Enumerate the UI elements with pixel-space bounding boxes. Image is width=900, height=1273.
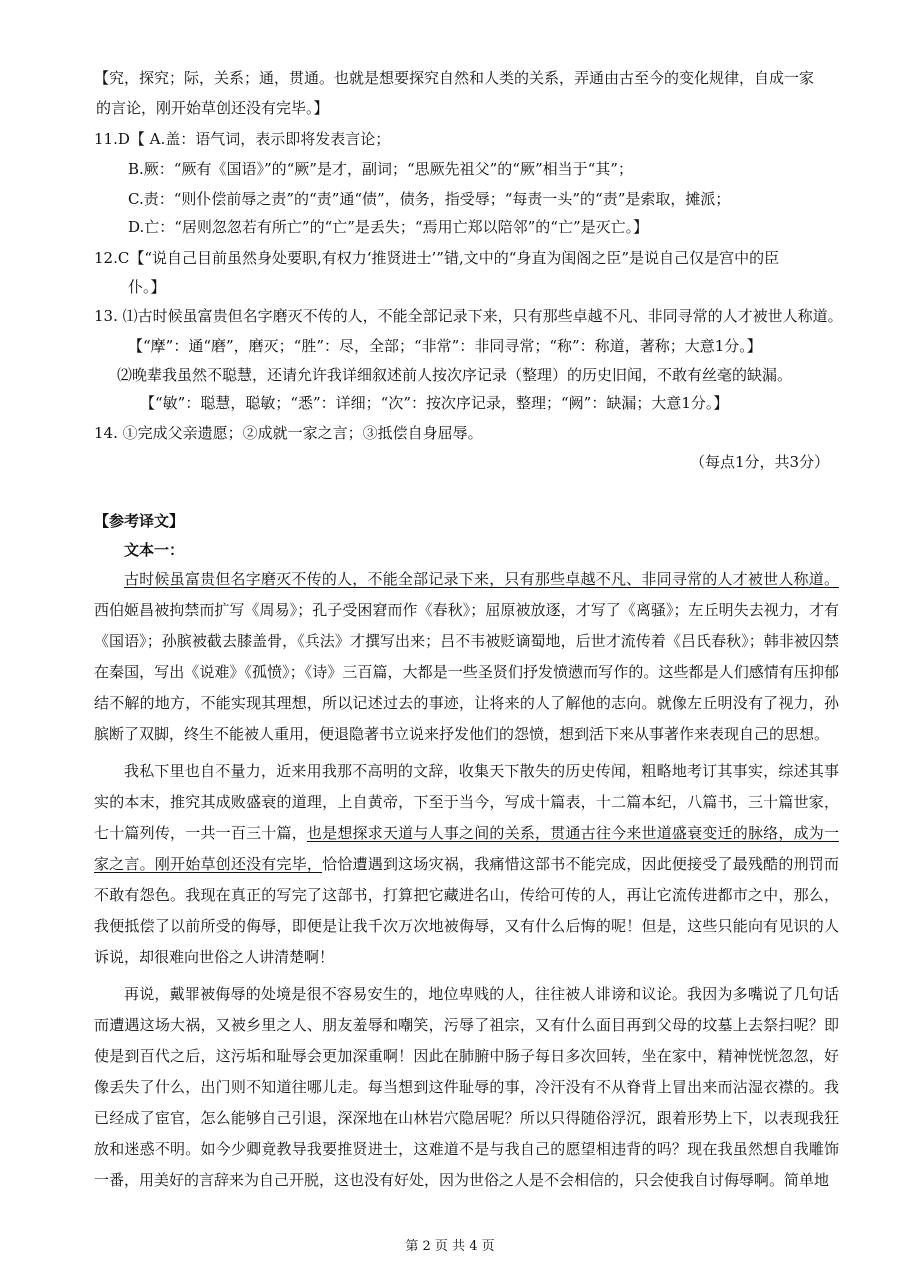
answer-11-head: 11.D【 A.盖：语气词，表示即将发表言论； bbox=[94, 130, 391, 148]
translation-paragraph-1: 古时候虽富贵但名字磨灭不传的人，不能全部记录下来，只有那些卓越不凡、非同寻常的人才被世人称道。西伯姬昌被拘禁而扩写《周易》；孔子受困窘而作《春秋》；屈原被放逐，才写了《离骚》；左丘明失去视力，才有《国语》；孙膑被截去膝盖骨，《兵法》才撰写出来；吕不韦被贬谪蜀地，后世才流传着《吕氏春秋》；韩非被囚禁在秦国，写出《说难》《孤愤》；《诗》三百篇，大都是一些圣贤们抒发愤懑而写作的。这些都是人们感情有压抑郁结不解的地方，不能实现其理想，所以记述过去的事迹，让将来的人了解他的志向。就像左丘明没有了视力，孙膑断了双脚，终生不能被人重用，便退隐著书立说来抒发他们的怨愤，想到活下来从事著作来表现自己的思想。 bbox=[94, 570, 839, 743]
answer-11-d: D.亡：“居则忽忽若有所亡”的“亡”是丢失；“焉用亡郑以陪邻”的“亡”是灭亡。】 bbox=[128, 218, 649, 236]
answer-13-1-points: 【“摩”：通“磨”，磨灭；“胜”：尽，全部；“非常”：非同寻常；“称”：称道，著称；大意1分。】 bbox=[128, 337, 762, 355]
answer-10-explanation-line-1: 【究，探究；际，关系；通，贯通。也就是想要探究自然和人类的关系，弄通由古至今的变化规律，自成一家 bbox=[94, 69, 815, 87]
answer-10-explanation-line-2: 的言论，刚开始草创还没有完毕。】 bbox=[96, 99, 329, 117]
answer-14-points: （每点1分，共3分） bbox=[690, 453, 830, 471]
section-heading: 【参考译文】 bbox=[94, 512, 185, 530]
underlined-sentence-1: 古时候虽富贵但名字磨灭不传的人，不能全部记录下来，只有那些卓越不凡、非同寻常的人才被世人称道。 bbox=[124, 570, 839, 588]
answer-13-2-points: 【“敏”：聪慧，聪敏；“悉”：详细；“次”：按次序记录，整理；“阙”：缺漏；大意1分。】 bbox=[140, 394, 729, 412]
answer-13-2: ⑵晚辈我虽然不聪慧，还请允许我详细叙述前人按次序记录（整理）的历史旧闻，不敢有丝毫的缺漏。 bbox=[117, 366, 793, 384]
answer-12-line-2: 仆。】 bbox=[128, 278, 166, 296]
answer-11-b: B.厥：“厥有《国语》”的“厥”是才，副词；“思厥先祖父”的“厥”相当于“其”； bbox=[128, 160, 633, 178]
translation-body bbox=[94, 564, 839, 1196]
underlined-sentence-2: 也是想探求天道与人事之间的关系，贯通古往今来世道盛衰变迁的脉络，成为一家之言。刚开始草创还没有完毕， bbox=[94, 824, 839, 873]
translation-paragraph-2: 我私下里也自不量力，近来用我那不高明的文辞，收集天下散失的历史传闻，粗略地考订其事实，综述其事实的本末，推究其成败盛衰的道理，上自黄帝，下至于当今，写成十篇表，十二篇本纪，八篇书，三十篇世家，七十篇列传，一共一百三十篇，也是想探求天道与人事之间的关系，贯通古往今来世道盛衰变迁的脉络，成为一家之言。刚开始草创还没有完毕，恰恰遭遇到这场灾祸，我痛惜这部书不能完成，因此便接受了最残酷的刑罚而不敢有怨色。我现在真正的写完了这部书，打算把它藏进名山，传给可传的人，再让它流传进都市之中，那么，我便抵偿了以前所受的侮辱，即便是让我千次万次地被侮辱，又有什么后悔的呢！但是，这些只能向有见识的人诉说，却很难向世俗之人讲清楚啊！ bbox=[94, 762, 839, 966]
page-footer: 第 2 页 共 4 页 bbox=[405, 1239, 495, 1254]
answer-11-c: C.责：“则仆偿前辱之责”的“责”通“债”，债务，指受辱；“每责一头”的“责”是索取，摊派； bbox=[128, 190, 731, 208]
answer-12-line-1: 12.C【“说自己目前虽然身处要职,有权力‘推贤进士’”错,文中的“身直为闺阁之臣”是说自己仅是宫中的臣 bbox=[94, 249, 780, 267]
answer-13-1: 13. ⑴古时候虽富贵但名字磨灭不传的人，不能全部记录下来，只有那些卓越不凡、非同寻常的人才被世人称道。 bbox=[94, 307, 843, 325]
translation-paragraph-3: 再说，戴罪被侮辱的处境是很不容易安生的，地位卑贱的人，往往被人诽谤和议论。我因为多嘴说了几句话而遭遇这场大祸，又被乡里之人、朋友羞辱和嘲笑，污辱了祖宗，又有什么面目再到父母的坟墓上去祭扫呢？即使是到百代之后，这污垢和耻辱会更加深重啊！因此在肺腑中肠子每日多次回转，坐在家中，精神恍恍忽忽，好像丢失了什么，出门则不知道往哪儿走。每当想到这件耻辱的事，冷汗没有不从脊背上冒出来而沾湿衣襟的。我已经成了宦官，怎么能够自己引退，深深地在山林岩穴隐居呢？所以只得随俗浮沉，跟着形势上下，以表现我狂放和迷惑不明。如今少卿竟教导我要推贤进士，这难道不是与我自己的愿望相违背的吗？现在我虽然想自我雕饰一番，用美好的言辞来为自己开脱，这也没有好处，因为世俗之人是不会相信的，只会使我自讨侮辱啊。简单地 bbox=[94, 985, 839, 1189]
text-one-heading: 文本一： bbox=[124, 541, 185, 559]
answer-14: 14. ①完成父亲遗愿；②成就一家之言；③抵偿自身屈辱。 bbox=[94, 424, 483, 442]
